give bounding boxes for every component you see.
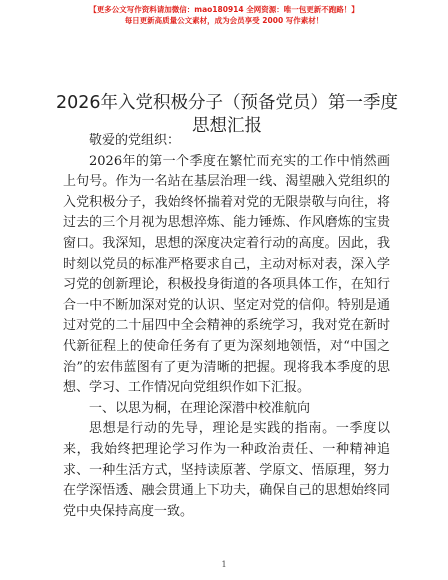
- header-banner: [0, 4, 448, 26]
- banner-line-2: 每日更新高质量公文素材，成为会员享受 2000 写作素材！: [124, 16, 324, 25]
- body-paragraph: 2026年的第一个季度在繁忙而充实的工作中悄然画上句号。作为一名站在基层治理一线、渴望融入党组织的入党积极分子，我始终怀揣着对党的无限崇敬与向往，将过去的三个月视为思想淬炼、能力锤炼、作风磨炼的宝贵窗口。我深知，思想的深度决定着行动的高度。因此，我时刻以党员的标准严格要求自己，主动对标对表，深入学习党的创新理论，积极投身街道的各项具体工作，在知行合一中不断加深对党的认识、坚定对党的信仰。特别是通过对党的二十届四中全会精神的系统学习，我对党在新时代新征程上的使命任务有了更为深刻地领悟，对“中国之治”的宏伟蓝图有了更为清晰的把握。现将我本季度的思想、学习、工作情况向党组织作如下汇报。: [63, 153, 390, 396]
- document-title: 2026年入党积极分子（预备党员）第一季度思想汇报: [55, 93, 399, 136]
- banner-line-1: 【更多公文写作资料请加微信：mao180914 全网资源：唯一包更新不跑路！】: [89, 5, 359, 14]
- document-body: [63, 131, 390, 522]
- salutation: 敬爱的党组织：: [89, 133, 181, 148]
- page-number: 1: [221, 560, 227, 569]
- section-paragraph: 思想是行动的先导，理论是实践的指南。一季度以来，我始终把理论学习作为一种政治责任、一种精神追求、一种生活方式，坚持读原著、学原文、悟原理，努力在学深悟透、融会贯通上下功夫，确保自己的思想始终同党中央保持高度一致。: [63, 421, 390, 519]
- section-heading: 一、以思为桐，在理论深潜中校准航向: [89, 400, 311, 416]
